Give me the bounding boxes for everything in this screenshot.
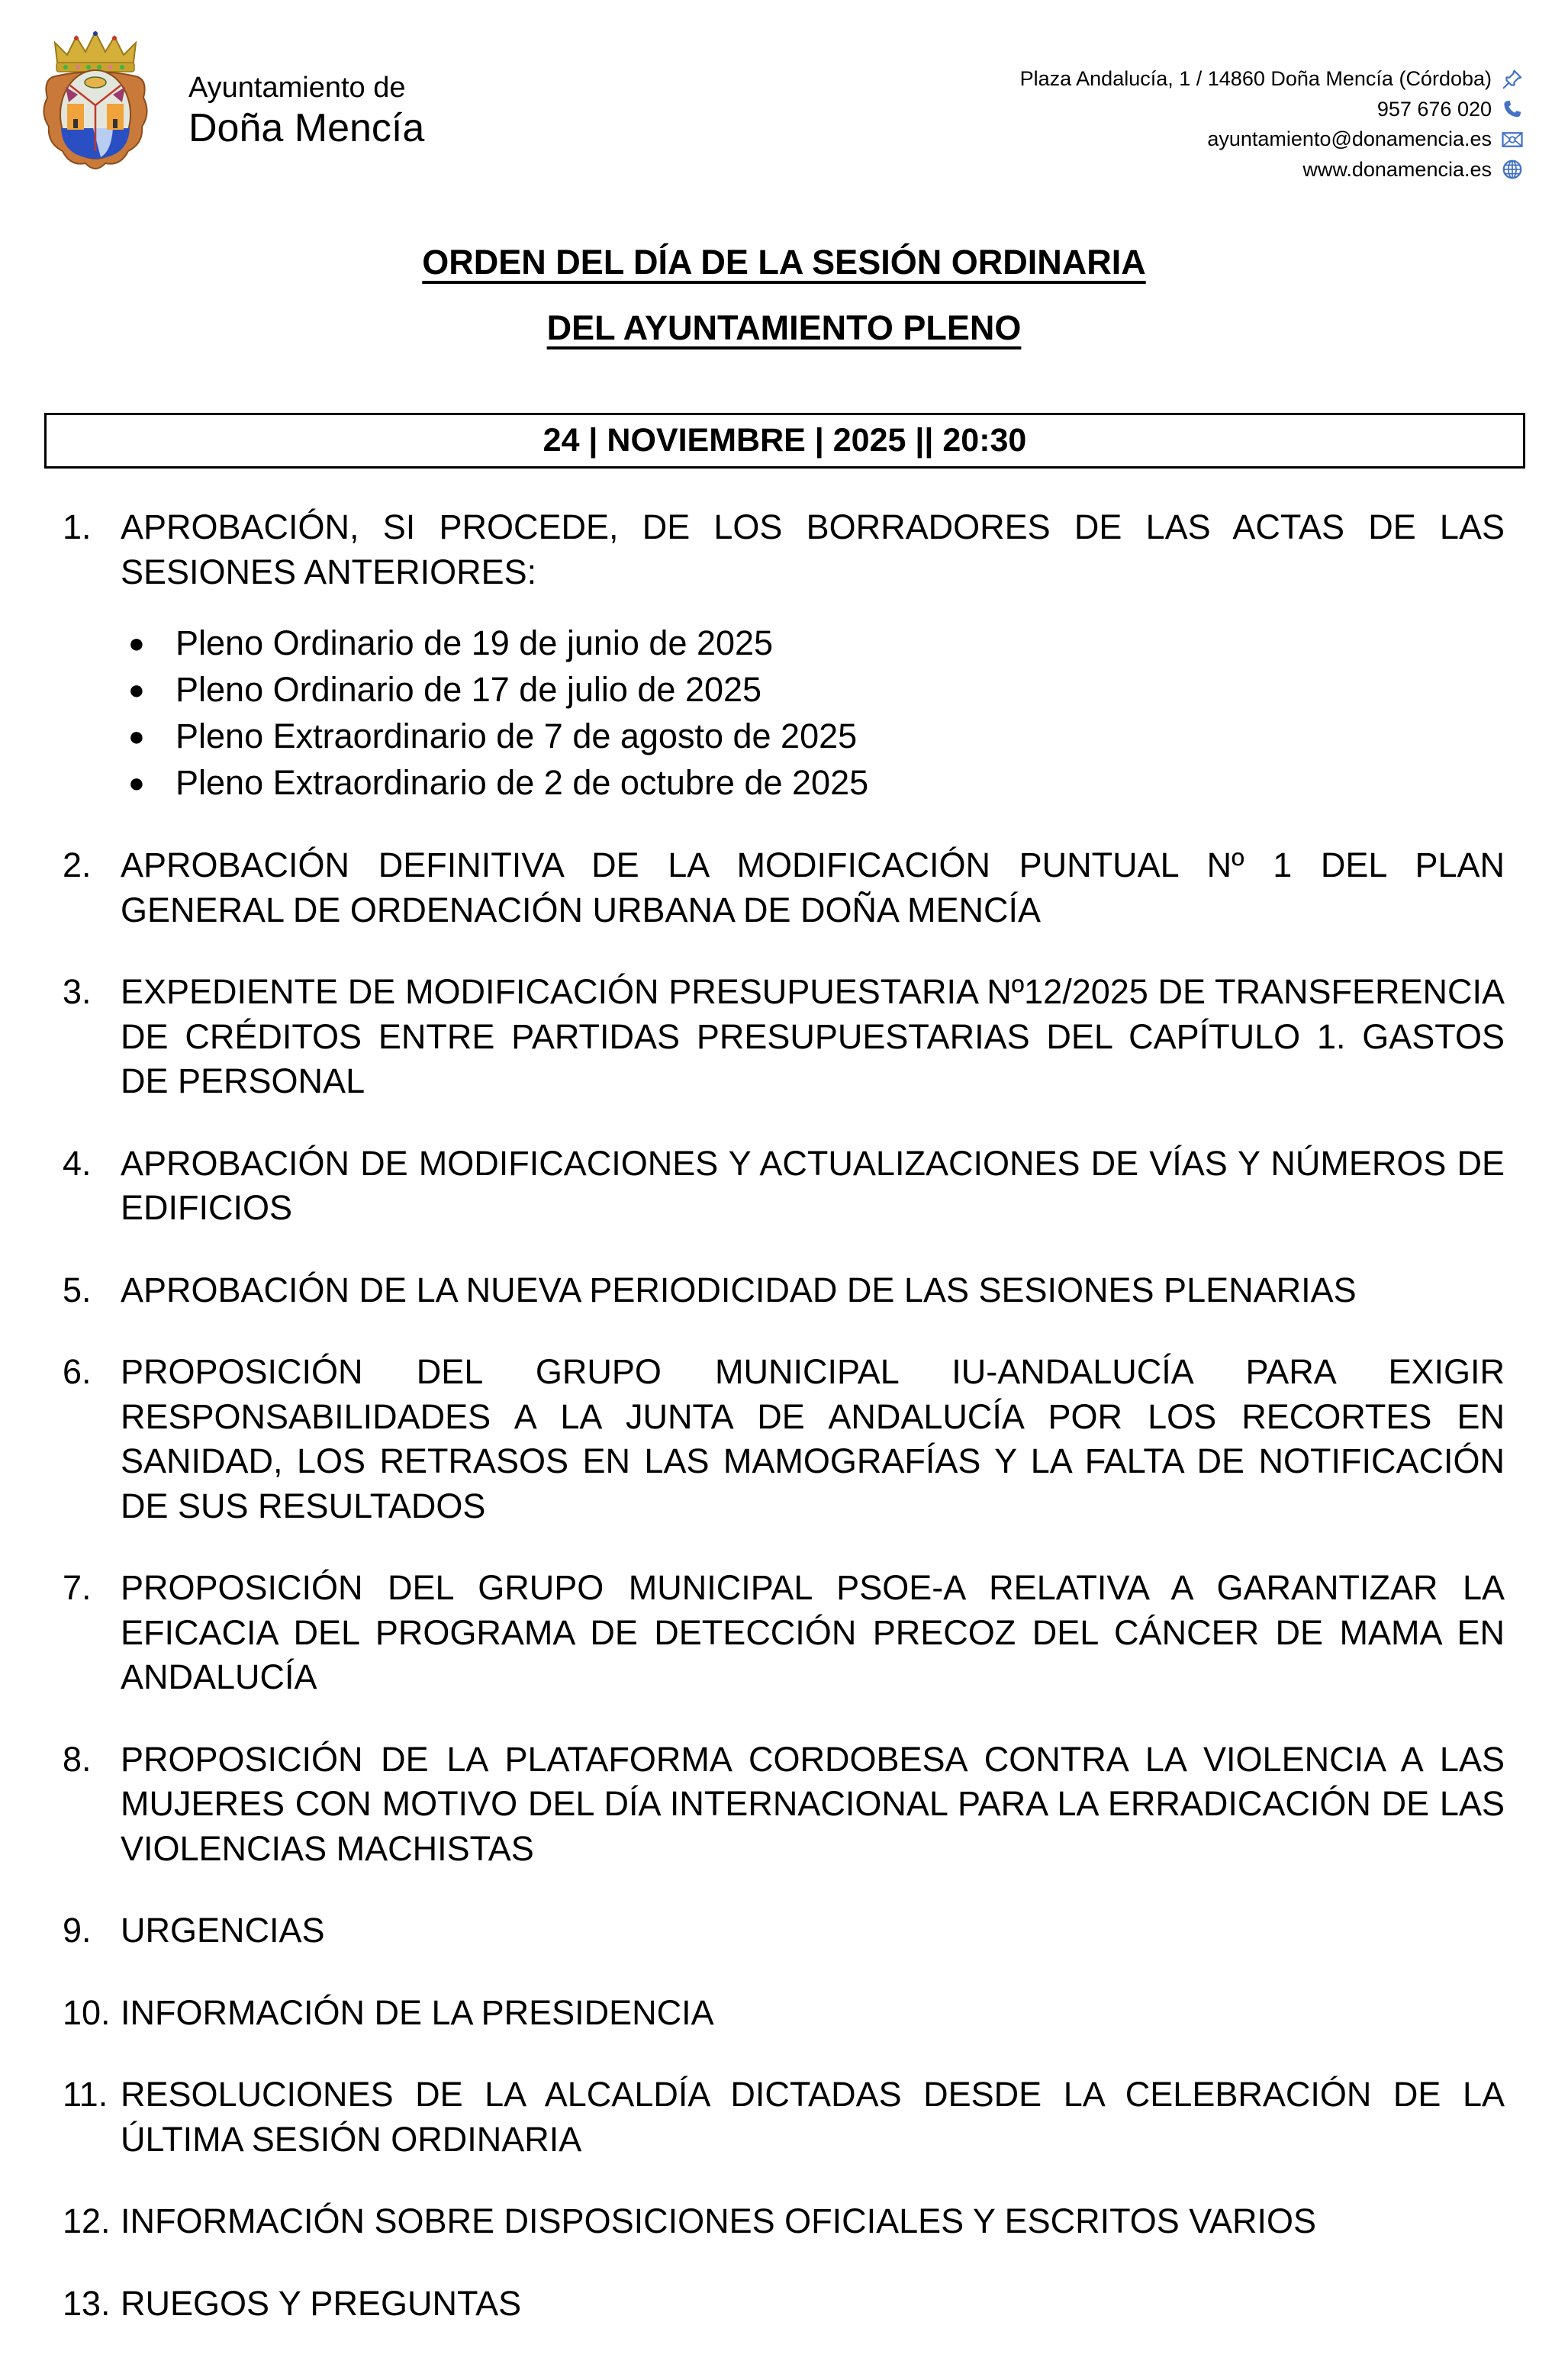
agenda-item-text: RUEGOS Y PREGUNTAS <box>121 2283 522 2323</box>
agenda-item <box>63 1738 1505 1872</box>
document-title-line1: ORDEN DEL DÍA DE LA SESIÓN ORDINARIA <box>422 243 1146 282</box>
agenda-item-number: 11. <box>63 2075 108 2114</box>
session-list-item <box>121 759 1505 806</box>
agenda-item <box>63 2073 1505 2162</box>
agenda-item-text: PROPOSICIÓN DEL GRUPO MUNICIPAL PSOE-A RELATIVA A GARANTIZAR LA EFICACIA DEL PROGRAMA DE DETECCIÓN PRECOZ DEL CÁNCER DE MAMA EN ANDALUCÍA <box>121 1568 1505 1696</box>
contact-info <box>1020 64 1524 185</box>
agenda-item-number: 8. <box>63 1739 92 1779</box>
agenda-item <box>63 1350 1505 1528</box>
organization-name-line1: Ayuntamiento de <box>188 72 406 104</box>
session-list-item <box>121 666 1505 713</box>
session-text: Pleno Extraordinario de 7 de agosto de 2025 <box>175 717 858 755</box>
bullet-icon: ● <box>128 627 145 659</box>
session-list-item <box>121 713 1505 759</box>
agenda-item-number: 7. <box>63 1568 92 1607</box>
agenda-item-text: URGENCIAS <box>121 1911 325 1950</box>
phone-icon <box>1501 98 1524 121</box>
coat-of-arms-icon <box>40 29 151 174</box>
session-date: 24 | NOVIEMBRE | 2025 || 20:30 <box>543 422 1027 459</box>
email-icon <box>1501 128 1524 151</box>
contact-phone <box>1020 95 1524 125</box>
agenda-item-number: 13. <box>63 2283 111 2323</box>
agenda-item <box>63 1142 1505 1231</box>
agenda-item <box>63 1566 1505 1700</box>
agenda-item-text: PROPOSICIÓN DE LA PLATAFORMA CORDOBESA CONTRA LA VIOLENCIA A LAS MUJERES CON MOTIVO DEL DÍA INTERNACIONAL PARA LA ERRADICACIÓN DE LAS VIOLENCIAS MACHISTAS <box>121 1739 1505 1868</box>
agenda-item <box>63 2199 1505 2244</box>
session-text: Pleno Ordinario de 17 de julio de 2025 <box>175 670 762 709</box>
previous-sessions-list <box>121 620 1505 806</box>
bullet-icon: ● <box>128 767 145 798</box>
agenda-item-number: 5. <box>63 1270 92 1309</box>
agenda-item <box>63 843 1505 932</box>
agenda-item-text: RESOLUCIONES DE LA ALCALDÍA DICTADAS DESDE LA CELEBRACIÓN DE LA ÚLTIMA SESIÓN ORDINARIA <box>121 2075 1505 2159</box>
agenda-item-text: PROPOSICIÓN DEL GRUPO MUNICIPAL IU-ANDALUCÍA PARA EXIGIR RESPONSABILIDADES A LA JUNTA DE ANDALUCÍA POR LOS RECORTES EN SANIDAD, LOS RETRASOS EN LAS MAMOGRAFÍAS Y LA FALTA DE NOTIFICACIÓN DE SUS RESULTADOS <box>121 1352 1505 1525</box>
session-list-item <box>121 620 1505 666</box>
address-text: Plaza Andalucía, 1 / 14860 Doña Mencía (Córdoba) <box>1019 67 1492 90</box>
session-text: Pleno Extraordinario de 2 de octubre de 2025 <box>175 763 869 802</box>
bullet-icon: ● <box>128 674 145 705</box>
agenda-item-number: 3. <box>63 972 92 1011</box>
agenda-item-number: 4. <box>63 1143 92 1183</box>
organization-name-line2: Doña Mencía <box>188 106 425 150</box>
coat-of-arms-logo <box>40 29 151 174</box>
agenda-item-text: INFORMACIÓN SOBRE DISPOSICIONES OFICIALES Y ESCRITOS VARIOS <box>121 2201 1317 2240</box>
agenda-item-number: 12. <box>63 2201 111 2240</box>
agenda-item-number: 10. <box>63 1992 111 2032</box>
email-link[interactable]: ayuntamiento@donamencia.es <box>1207 127 1492 150</box>
agenda-item-number: 9. <box>63 1911 92 1950</box>
agenda-list <box>63 505 1505 2363</box>
session-text: Pleno Ordinario de 19 de junio de 2025 <box>175 623 774 662</box>
agenda-item-text: APROBACIÓN DE MODIFICACIONES Y ACTUALIZACIONES DE VÍAS Y NÚMEROS DE EDIFICIOS <box>121 1143 1505 1227</box>
agenda-item-number: 6. <box>63 1352 92 1391</box>
contact-website <box>1020 155 1524 185</box>
agenda-item-number: 2. <box>63 845 92 884</box>
document-title-line2: DEL AYUNTAMIENTO PLENO <box>546 308 1022 347</box>
agenda-item <box>63 1908 1505 1953</box>
website-link[interactable]: www.donamencia.es <box>1302 157 1492 181</box>
agenda-item-number: 1. <box>63 507 92 546</box>
contact-address <box>1020 64 1524 95</box>
agenda-item-text: EXPEDIENTE DE MODIFICACIÓN PRESUPUESTARIA Nº12/2025 DE TRANSFERENCIA DE CRÉDITOS ENTRE PARTIDAS PRESUPUESTARIAS DEL CAPÍTULO 1. GASTOS DE PERSONAL <box>121 972 1505 1100</box>
contact-email <box>1020 124 1524 155</box>
agenda-item <box>63 1991 1505 2036</box>
agenda-item <box>63 970 1505 1104</box>
agenda-item <box>63 1268 1505 1313</box>
agenda-item-text: APROBACIÓN DEFINITIVA DE LA MODIFICACIÓN PUNTUAL Nº 1 DEL PLAN GENERAL DE ORDENACIÓN URBANA DE DOÑA MENCÍA <box>121 845 1505 929</box>
agenda-item <box>63 2282 1505 2327</box>
phone-text: 957 676 020 <box>1376 97 1492 121</box>
agenda-item-text: APROBACIÓN DE LA NUEVA PERIODICIDAD DE LAS SESIONES PLENARIAS <box>121 1270 1357 1309</box>
bullet-icon: ● <box>128 720 145 752</box>
organization-name <box>188 73 424 148</box>
agenda-item-text: APROBACIÓN, SI PROCEDE, DE LOS BORRADORES DE LAS ACTAS DE LAS SESIONES ANTERIORES: <box>121 507 1505 591</box>
agenda-item <box>63 505 1505 806</box>
pushpin-icon <box>1501 68 1524 91</box>
session-date-box <box>44 413 1525 469</box>
globe-icon <box>1501 158 1524 181</box>
agenda-item-text: INFORMACIÓN DE LA PRESIDENCIA <box>121 1992 714 2032</box>
